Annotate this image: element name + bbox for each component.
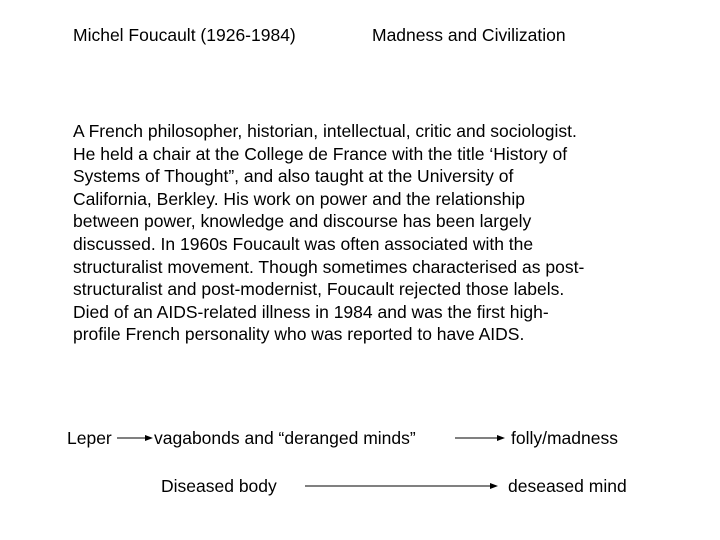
author-title: Michel Foucault (1926-1984): [73, 25, 296, 45]
bio-line: Systems of Thought”, and also taught at the University of: [73, 166, 514, 187]
bio-line: structuralist and post-modernist, Foucault rejected those labels.: [73, 279, 565, 300]
flow-deseased-mind-label: deseased mind: [508, 476, 627, 496]
flow-leper-label: Leper: [67, 428, 112, 448]
work-title: Madness and Civilization: [372, 25, 566, 45]
arrow-vagabonds-to-folly: [455, 434, 505, 442]
bio-line: profile French personality who was reported to have AIDS.: [73, 324, 525, 345]
flow-folly-label: folly/madness: [511, 428, 618, 448]
bio-line: Died of an AIDS-related illness in 1984 and was the first high-: [73, 301, 549, 322]
bio-line: discussed. In 1960s Foucault was often associated with the: [73, 233, 534, 254]
bio-line: He held a chair at the College de France with the title ‘History of: [73, 143, 568, 164]
flow-diseased-body-label: Diseased body: [161, 476, 277, 496]
bio-line: California, Berkley. His work on power and the relationship: [73, 188, 525, 209]
bio-line: A French philosopher, historian, intellectual, critic and sociologist.: [73, 121, 577, 141]
bio-line: structuralist movement. Though sometimes characterised as post-: [73, 256, 585, 277]
arrow-leper-to-vagabonds: [117, 434, 153, 442]
flow-vagabonds-label: vagabonds and “deranged minds”: [154, 428, 416, 448]
arrow-body-to-mind: [305, 482, 498, 490]
bio-line: between power, knowledge and discourse has been largely: [73, 211, 532, 232]
biography-paragraph: [73, 120, 673, 346]
